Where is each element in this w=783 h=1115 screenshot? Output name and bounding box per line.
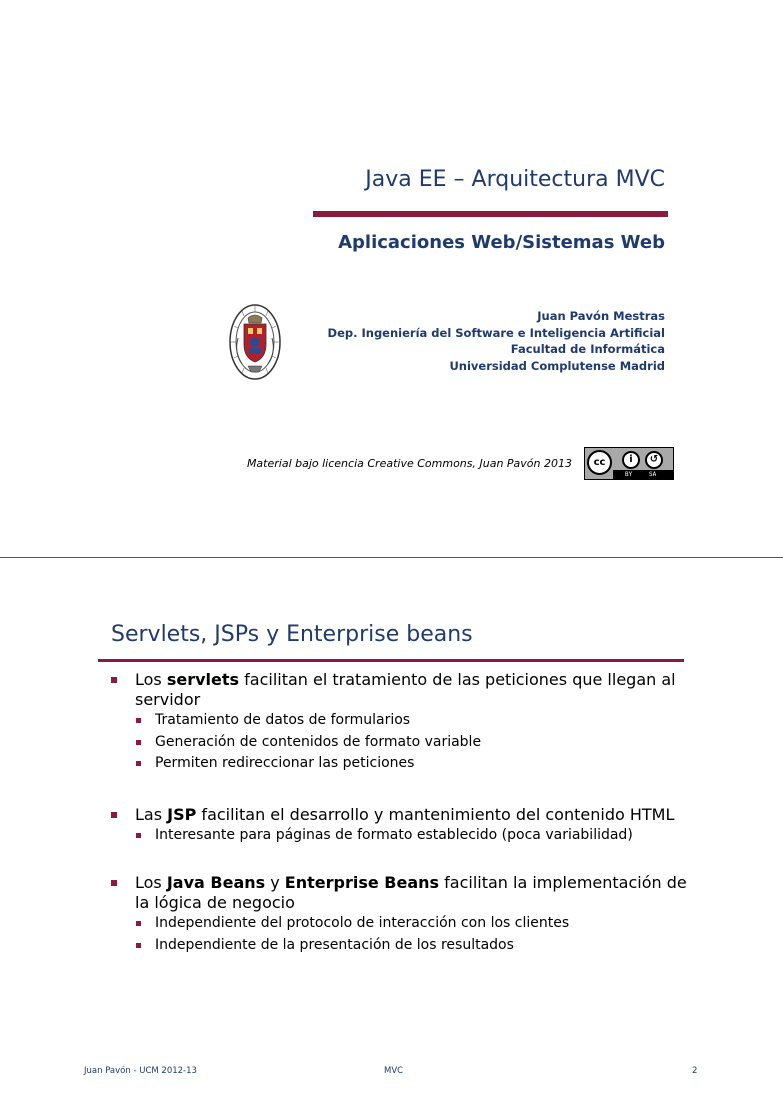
author-department: Dep. Ingeniería del Software e Inteligencia Artificial (327, 325, 665, 340)
bullet-item (111, 873, 701, 913)
author-name: Juan Pavón Mestras (537, 309, 665, 323)
footer-author: Juan Pavón - UCM 2012-13 (84, 1066, 197, 1076)
sub-bullet-square-icon (136, 833, 141, 838)
slide2-title-rule (98, 659, 684, 662)
sub-bullet-text: Permiten redireccionar las peticiones (155, 755, 415, 771)
bullet-text: y (265, 873, 285, 892)
slide1-subtitle: Aplicaciones Web/Sistemas Web (338, 232, 665, 253)
sub-bullet-square-icon (136, 921, 141, 926)
sub-bullet-item (111, 753, 701, 775)
cc-by-label: BY (625, 471, 633, 478)
sub-bullet-item (111, 732, 701, 754)
sub-bullet-square-icon (136, 740, 141, 745)
author-block (328, 308, 665, 374)
sub-bullet-text: Generación de contenidos de formato variable (155, 733, 482, 750)
sub-bullet-square-icon (136, 943, 141, 948)
bullet-text: facilitan la implementación de la lógica de negocio (135, 873, 687, 912)
bullet-keyword: JSP (167, 804, 197, 824)
bullet-group (111, 805, 701, 847)
sub-bullet-item (111, 913, 701, 935)
sub-bullet-text: Independiente de la presentación de los resultados (155, 936, 514, 953)
footer-page-number: 2 (692, 1066, 698, 1076)
bullet-item (111, 670, 701, 710)
sub-bullet-square-icon (136, 761, 141, 766)
sub-bullet-text: Tratamiento de datos de formularios (155, 712, 411, 728)
sub-bullet-item (111, 825, 701, 847)
sub-bullet-item (111, 935, 701, 957)
cc-license-badge[interactable] (584, 447, 674, 480)
attribution-icon: i (622, 451, 640, 469)
bullet-list (111, 670, 701, 956)
author-university: Universidad Complutense Madrid (449, 358, 665, 373)
bullet-keyword: Enterprise Beans (284, 873, 440, 892)
footer-topic: MVC (384, 1066, 404, 1076)
bullet-square-icon (111, 880, 117, 886)
slide1-title-rule (313, 211, 668, 217)
share-alike-icon: ↺ (645, 451, 663, 469)
bullet-text: Los (135, 670, 167, 689)
bullet-text: facilitan el tratamiento de las peticiones que llegan al servidor (135, 670, 676, 709)
slide2-title: Servlets, JSPs y Enterprise beans (111, 622, 473, 647)
sub-bullet-square-icon (136, 718, 141, 723)
bullet-square-icon (111, 812, 117, 818)
slide-divider (0, 557, 783, 558)
bullet-group (111, 670, 701, 775)
bullet-item (111, 805, 701, 825)
author-faculty: Facultad de Informática (510, 342, 665, 356)
sub-bullet-item (111, 710, 701, 732)
cc-logo-icon: cc (587, 450, 612, 475)
license-text: Material bajo licencia Creative Commons, Juan Pavón 2013 (246, 457, 572, 470)
bullet-text: facilitan el desarrollo y mantenimiento del contenido HTML (196, 804, 675, 824)
bullet-keyword: Java Beans (166, 873, 266, 892)
bullet-text: Los (135, 873, 167, 892)
bullet-group (111, 873, 701, 956)
ucm-seal-icon (228, 298, 282, 382)
sub-bullet-text: Independiente del protocolo de interacción con los clientes (155, 915, 570, 931)
sub-bullet-text: Interesante para páginas de formato establecido (poca variabilidad) (155, 826, 633, 843)
slide1-title: Java EE – Arquitectura MVC (365, 167, 665, 192)
cc-sa-label: SA (649, 471, 657, 478)
bullet-keyword: servlets (166, 670, 240, 689)
cc-badge-strip (613, 470, 673, 479)
bullet-square-icon (111, 677, 117, 683)
bullet-text: Las (135, 804, 168, 824)
